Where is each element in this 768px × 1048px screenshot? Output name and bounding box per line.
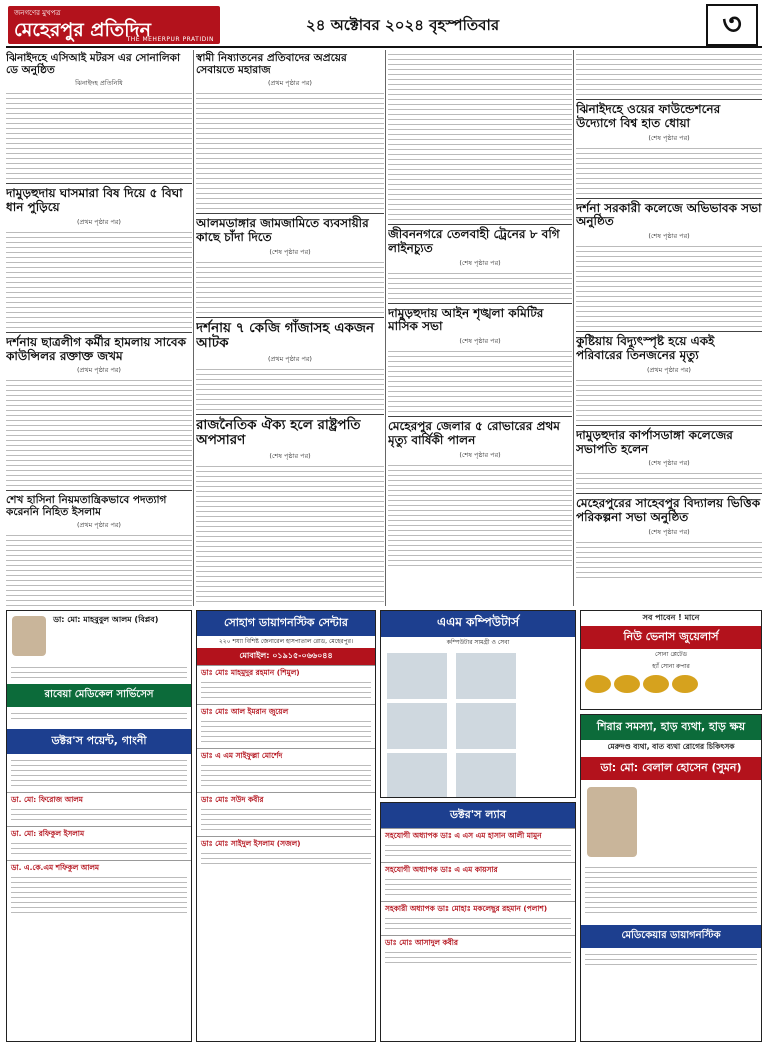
ad-line: হ্যাঁ সোনা রুপার bbox=[652, 662, 690, 670]
continuation-note: (প্রথম পৃষ্ঠার পর) bbox=[268, 354, 312, 363]
headline: আলমডাঙ্গার জামজামিতে ব্যবসায়ীর কাছে চাঁদা দিতে bbox=[196, 216, 369, 244]
masthead-date: ২৪ অক্টোবর ২০২৪ বৃহস্পতিবার bbox=[306, 16, 500, 34]
article-body bbox=[576, 473, 762, 489]
continuation-note: (শেষ পৃষ্ঠার পর) bbox=[648, 133, 690, 142]
article-body bbox=[576, 148, 762, 194]
doctor-name: ডাঃ মোঃ আল ইমরান জুয়েল bbox=[201, 707, 289, 717]
article-body bbox=[576, 246, 762, 327]
headline: দামুড়হুদায় ঘাসমারা বিষ দিয়ে ৫ বিঘা ধান পুড়িয়ে bbox=[6, 186, 183, 214]
column-3 bbox=[388, 50, 572, 606]
center-name: ডক্টর'স পয়েন্ট, গাংনী bbox=[7, 729, 191, 754]
headline: দর্শনায় ছাত্রলীগ কর্মীর হামলায় সাবেক কাউন্সিলর রক্তাক্ত জখম bbox=[6, 334, 186, 363]
article-columns bbox=[6, 50, 762, 606]
continuation-note: (শেষ পৃষ্ঠার পর) bbox=[459, 258, 501, 267]
ad-title: এএম কম্পিউটার্স bbox=[381, 611, 575, 637]
doctor-name: সহকারী অধ্যাপক ডাঃ মোহাঃ মকলেছুর রহমান (পলাশ) bbox=[385, 903, 548, 913]
ad-subtitle: মেরুদণ্ড ব্যথা, বাত ব্যথা রোগের চিকিৎসক bbox=[607, 742, 735, 751]
ad-clinic bbox=[6, 610, 192, 1042]
column-4 bbox=[576, 50, 762, 606]
doctor-name: সহযোগী অধ্যাপক ডাঃ এ এম কায়সার bbox=[385, 864, 498, 874]
article-body bbox=[576, 54, 762, 95]
article-body bbox=[196, 93, 384, 209]
doctor-name: ডা. মো: ফিরোজ আলম bbox=[11, 795, 83, 804]
article-body bbox=[6, 535, 192, 606]
continuation-note: (শেষ পৃষ্ঠার পর) bbox=[459, 337, 501, 346]
ad-title: শিরার সমস্যা, হাড় ব্যথা, হাড় ক্ষয় bbox=[581, 715, 761, 740]
headline: মেহেরপুরের সাহেবপুর বিদ্যালয় ভিত্তিক পরিকল্পনা সভা অনুষ্ঠিত bbox=[576, 496, 761, 525]
product-photo bbox=[387, 703, 447, 749]
continuation-note: (প্রথম পৃষ্ঠার পর) bbox=[268, 79, 312, 88]
clinic-name: মেডিকেয়ার ডায়াগনস্টিক bbox=[581, 925, 761, 948]
continuation-note: (শেষ পৃষ্ঠার পর) bbox=[648, 232, 690, 241]
ad-line: সোনা প্লেটেড bbox=[655, 650, 687, 658]
ad-jewellers bbox=[580, 610, 762, 710]
doctor-photo bbox=[12, 616, 46, 656]
headline: কুষ্টিয়ায় বিদ্যুৎস্পৃষ্ট হয়ে একই পরিবারের তিনজনের মৃত্যু bbox=[576, 334, 715, 362]
article-body bbox=[388, 351, 572, 412]
continuation-note: (শেষ পৃষ্ঠার পর) bbox=[269, 451, 311, 460]
headline: স্বামী নিষ্যাতনের প্রতিবাদের অপ্রয়ের সেবায়তে মহারাজ bbox=[196, 52, 347, 77]
headline: মেহেরপুর জেলার ৫ রোভারের প্রথম মৃত্যু বার্ষিকী পালন bbox=[388, 419, 560, 447]
article-body bbox=[196, 369, 384, 410]
headline: দর্শনায় ৭ কেজি গাঁজাসহ একজন আটক bbox=[196, 319, 375, 352]
doctor-name: সহযোগী অধ্যাপক ডাঃ এ এস এম হাসান আলী মামুন bbox=[385, 831, 542, 840]
headline: শেখ হাসিনা নিয়মতান্ত্রিকভাবে পদত্যাগ করেননি নিহিত ইসলাম bbox=[6, 494, 167, 519]
masthead-logo bbox=[8, 6, 220, 44]
article-body bbox=[6, 380, 192, 486]
product-photo bbox=[456, 653, 516, 699]
doctor-name: ডাঃ মোঃ সাইদুল ইসলাম (সজল) bbox=[201, 839, 301, 849]
continuation-note: (প্রথম পৃষ্ঠার পর) bbox=[647, 365, 691, 374]
continuation-note: (শেষ পৃষ্ঠার পর) bbox=[648, 527, 690, 536]
column-1 bbox=[6, 50, 192, 606]
continuation-note: (শেষ পৃষ্ঠার পর) bbox=[648, 459, 690, 468]
continuation-note: (শেষ পৃষ্ঠার পর) bbox=[459, 450, 501, 459]
article-body bbox=[196, 262, 384, 313]
continuation-note: (শেষ পৃষ্ঠার পর) bbox=[269, 247, 311, 256]
ad-title: নিউ ভেনাস জুয়েলার্স bbox=[581, 626, 761, 649]
continuation-note: (প্রথম পৃষ্ঠার পর) bbox=[77, 521, 121, 530]
ad-subtitle: কম্পিউটার সামগ্রী ও সেবা bbox=[446, 639, 510, 646]
masthead bbox=[6, 4, 762, 48]
ad-computers bbox=[380, 610, 576, 798]
doctor-name: ডা. মো: রফিকুল ইসলাম bbox=[11, 828, 85, 838]
product-photo bbox=[456, 703, 516, 749]
headline: দামুড়হুদার কার্পাসডাঙ্গা কলেজের সভাপতি হলেন bbox=[576, 427, 733, 456]
article-body bbox=[576, 542, 762, 578]
product-photo bbox=[387, 653, 447, 699]
ad-diagnostic bbox=[196, 610, 376, 1042]
continuation-note: (প্রথম পৃষ্ঠার পর) bbox=[77, 366, 121, 375]
ad-title: সোহাগ ডায়াগনস্টিক সেন্টার bbox=[197, 611, 375, 636]
headline: রাজনৈতিক ঐক্য হলে রাষ্ট্রপতি অপসারণ bbox=[196, 416, 361, 449]
product-photo bbox=[456, 753, 516, 798]
clinic-name: রাবেয়া মেডিকেল সার্ভিসেস bbox=[7, 684, 191, 707]
doctor-name: ডা: মো: মাহবুবুল আলম (বিপ্লব) bbox=[53, 615, 159, 624]
headline: দর্শনা সরকারী কলেজে অভিভাবক সভা অনুষ্ঠিত bbox=[576, 200, 762, 229]
headline: জীবননগরে তেলবাহী ট্রেনের ৮ বগি লাইনচ্যুত bbox=[388, 227, 560, 255]
doctor-name: ডাঃ মোঃ আসাদুল কবীর bbox=[385, 937, 458, 947]
column-2 bbox=[196, 50, 384, 606]
page-number: ৩ bbox=[706, 4, 758, 46]
ad-address: ২২০ শয্যা বিশিষ্ট জেনারেল হাসপাতাল রোড, মেহেরপুর। bbox=[218, 638, 354, 645]
continuation-note: (প্রথম পৃষ্ঠার পর) bbox=[77, 217, 121, 226]
headline: ঝিনাইদহে ওয়ের ফাউন্ডেশনের উদ্যোগে বিশ্ব হাত ধোয়া bbox=[576, 102, 721, 130]
masthead-name: মেহেরপুর প্রতিদিন bbox=[14, 19, 151, 41]
article-body bbox=[388, 273, 572, 299]
article-body bbox=[576, 380, 762, 421]
advertisement-section bbox=[6, 610, 762, 1042]
headline: দামুড়হুদায় আইন শৃঙ্খলা কমিটির মাসিক সভা bbox=[388, 305, 544, 334]
jewellery-images bbox=[581, 673, 761, 695]
article-body bbox=[388, 465, 572, 566]
article-body bbox=[196, 466, 384, 606]
ad-orthopedic bbox=[580, 714, 762, 1042]
article-body bbox=[6, 93, 192, 179]
masthead-name-en: THE MEHERPUR PRATIDIN bbox=[126, 36, 214, 43]
doctor-name: ডাঃ এ এম সাইফুল্লা মোর্শেদ bbox=[201, 751, 283, 761]
ad-title: ডক্টর'স ল্যাব bbox=[381, 803, 575, 828]
ad-tagline: সব পাবেন ! মানে bbox=[642, 613, 700, 622]
headline: ঝিনাইদহে এসিআই মটরস এর সোনালিকা ডে অনুষ্ঠিত bbox=[6, 52, 181, 77]
masthead-tagline: জনগণের মুখপত্র bbox=[14, 9, 61, 17]
ad-phone: মোবাইল: ০১৯১৫-০৬৬০৪৪ bbox=[197, 648, 375, 665]
article-body bbox=[388, 54, 572, 220]
byline: ঝিনাইদহ প্রতিনিধি bbox=[75, 79, 123, 88]
doctor-name: ডা: মো: বেলাল হোসেন (সুমন) bbox=[581, 757, 761, 780]
doctor-name: ডা. এ.কে.এম শফিকুল আলম bbox=[11, 862, 100, 872]
product-photo bbox=[387, 753, 447, 798]
ad-lab bbox=[380, 802, 576, 1042]
doctor-name: ডাঃ মোঃ সউদ কবীর bbox=[201, 795, 264, 805]
doctor-photo bbox=[587, 787, 637, 857]
doctor-name: ডাঃ মোঃ মাহমুদুর রহমান (শিমুল) bbox=[201, 668, 300, 678]
article-body bbox=[6, 232, 192, 328]
